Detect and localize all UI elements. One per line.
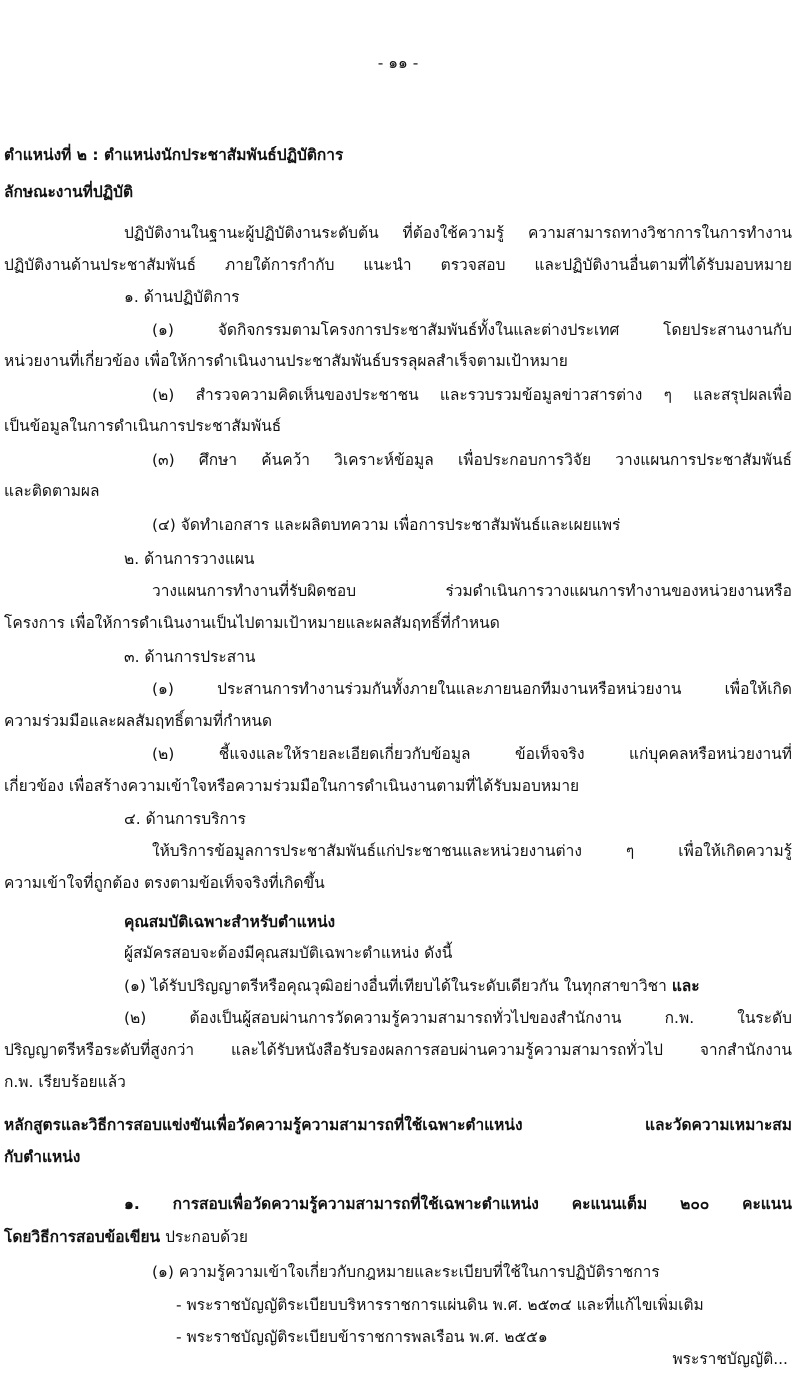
law-item-1: - พระราชบัญญัติระเบียบบริหารราชการแผ่นดิน พ.ศ. ๒๕๓๔ และที่แก้ไขเพิ่มเติม bbox=[176, 1296, 704, 1314]
qual-item-2-line-1: (๒) ต้องเป็นผู้สอบผ่านการวัดความรู้ความสามารถทั่วไปของสำนักงาน ก.พ. ในระดับ bbox=[124, 1009, 792, 1027]
continuation-word: พระราชบัญญัติ... bbox=[672, 1350, 788, 1368]
section-1-title: ๑. ด้านปฏิบัติการ bbox=[124, 288, 240, 306]
intro-line-1: ปฏิบัติงานในฐานะผู้ปฏิบัติงานระดับต้น ที่ต้องใช้ความรู้ ความสามารถทางวิชาการในการทำงาน bbox=[124, 224, 792, 242]
s4-line-2: ความเข้าใจที่ถูกต้อง ตรงตามข้อเท็จจริงที่เกิดขึ้น bbox=[4, 874, 325, 892]
exam-heading-line-2: กับตำแหน่ง bbox=[4, 1148, 81, 1166]
s3-item-1-line-1: (๑) ประสานการทำงานร่วมกันทั้งภายในและภายนอกทีมงานหรือหน่วยงาน เพื่อให้เกิด bbox=[152, 680, 792, 698]
s1-item-1-line-1: (๑) จัดกิจกรรมตามโครงการประชาสัมพันธ์ทั้งในและต่างประเทศ โดยประสานงานกับ bbox=[152, 321, 792, 339]
exam-1-item-1: (๑) ความรู้ความเข้าใจเกี่ยวกับกฎหมายและระเบียบที่ใช้ในการปฏิบัติราชการ bbox=[152, 1263, 660, 1281]
qual-item-1 bbox=[124, 975, 700, 997]
s1-item-1-line-2: หน่วยงานที่เกี่ยวข้อง เพื่อให้การดำเนินงานประชาสัมพันธ์บรรลุผลสำเร็จตามเป้าหมาย bbox=[4, 352, 568, 370]
qual-item-1-and: และ bbox=[671, 977, 700, 995]
section-2-title: ๒. ด้านการวางแผน bbox=[124, 550, 255, 568]
exam-1-line-2 bbox=[4, 1226, 248, 1248]
qual-item-1-text: (๑) ได้รับปริญญาตรีหรือคุณวุฒิอย่างอื่นที่เทียบได้ในระดับเดียวกัน ในทุกสาขาวิชา bbox=[124, 977, 672, 995]
s1-item-4: (๔) จัดทำเอกสาร และผลิตบทความ เพื่อการประชาสัมพันธ์และเผยแพร่ bbox=[152, 516, 621, 534]
s1-item-3-line-1: (๓) ศึกษา ค้นคว้า วิเคราะห์ข้อมูล เพื่อประกอบการวิจัย วางแผนการประชาสัมพันธ์ bbox=[152, 451, 792, 469]
qualifications-intro: ผู้สมัครสอบจะต้องมีคุณสมบัติเฉพาะตำแหน่ง ดังนี้ bbox=[124, 944, 453, 962]
position-heading: ตำแหน่งที่ ๒ : ตำแหน่งนักประชาสัมพันธ์ปฏิบัติการ bbox=[4, 146, 344, 164]
law-item-2: - พระราชบัญญัติระเบียบข้าราชการพลเรือน พ.ศ. ๒๕๕๑ bbox=[176, 1328, 548, 1346]
s2-line-2: โครงการ เพื่อให้การดำเนินงานเป็นไปตามเป้าหมายและผลสัมฤทธิ์ที่กำหนด bbox=[4, 614, 500, 632]
qual-item-2-line-2: ปริญญาตรีหรือระดับที่สูงกว่า และได้รับหนังสือรับรองผลการสอบผ่านความรู้ความสามารถทั่วไป จากสำนักงาน bbox=[4, 1041, 792, 1059]
exam-1-consists: ประกอบด้วย bbox=[160, 1228, 248, 1246]
qual-item-2-line-3: ก.พ. เรียบร้อยแล้ว bbox=[4, 1073, 126, 1091]
s1-item-3-line-2: และติดตามผล bbox=[4, 482, 100, 500]
section-4-title: ๔. ด้านการบริการ bbox=[124, 810, 246, 828]
s3-item-1-line-2: ความร่วมมือและผลสัมฤทธิ์ตามที่กำหนด bbox=[4, 712, 273, 730]
s3-item-2-line-2: เกี่ยวข้อง เพื่อสร้างความเข้าใจหรือความร่วมมือในการดำเนินงานตามที่ได้รับมอบหมาย bbox=[4, 777, 580, 795]
page-number: - ๑๑ - bbox=[377, 54, 419, 72]
exam-1-line-1: ๑. การสอบเพื่อวัดความรู้ความสามารถที่ใช้เฉพาะตำแหน่ง คะแนนเต็ม ๒๐๐ คะแนน bbox=[124, 1195, 792, 1213]
duties-heading: ลักษณะงานที่ปฏิบัติ bbox=[4, 183, 134, 201]
section-3-title: ๓. ด้านการประสาน bbox=[124, 648, 256, 666]
exam-1-method: โดยวิธีการสอบข้อเขียน bbox=[4, 1228, 161, 1246]
qualifications-heading: คุณสมบัติเฉพาะสำหรับตำแหน่ง bbox=[124, 913, 336, 931]
intro-line-2: ปฏิบัติงานด้านประชาสัมพันธ์ ภายใต้การกำกับ แนะนำ ตรวจสอบ และปฏิบัติงานอื่นตามที่ได้รับมอบหมาย bbox=[4, 256, 792, 274]
s3-item-2-line-1: (๒) ชี้แจงและให้รายละเอียดเกี่ยวกับข้อมูล ข้อเท็จจริง แก่บุคคลหรือหน่วยงานที่ bbox=[152, 745, 792, 763]
s1-item-2-line-2: เป็นข้อมูลในการดำเนินการประชาสัมพันธ์ bbox=[4, 417, 282, 435]
exam-heading-line-1: หลักสูตรและวิธีการสอบแข่งขันเพื่อวัดความรู้ความสามารถที่ใช้เฉพาะตำแหน่ง และวัดความเหมาะสม bbox=[4, 1116, 792, 1134]
s4-line-1: ให้บริการข้อมูลการประชาสัมพันธ์แก่ประชาชนและหน่วยงานต่าง ๆ เพื่อให้เกิดความรู้ bbox=[152, 842, 792, 860]
s2-line-1: วางแผนการทำงานที่รับผิดชอบ ร่วมดำเนินการวางแผนการทำงานของหน่วยงานหรือ bbox=[152, 582, 792, 600]
s1-item-2-line-1: (๒) สำรวจความคิดเห็นของประชาชน และรวบรวมข้อมูลข่าวสารต่าง ๆ และสรุปผลเพื่อ bbox=[152, 386, 792, 404]
